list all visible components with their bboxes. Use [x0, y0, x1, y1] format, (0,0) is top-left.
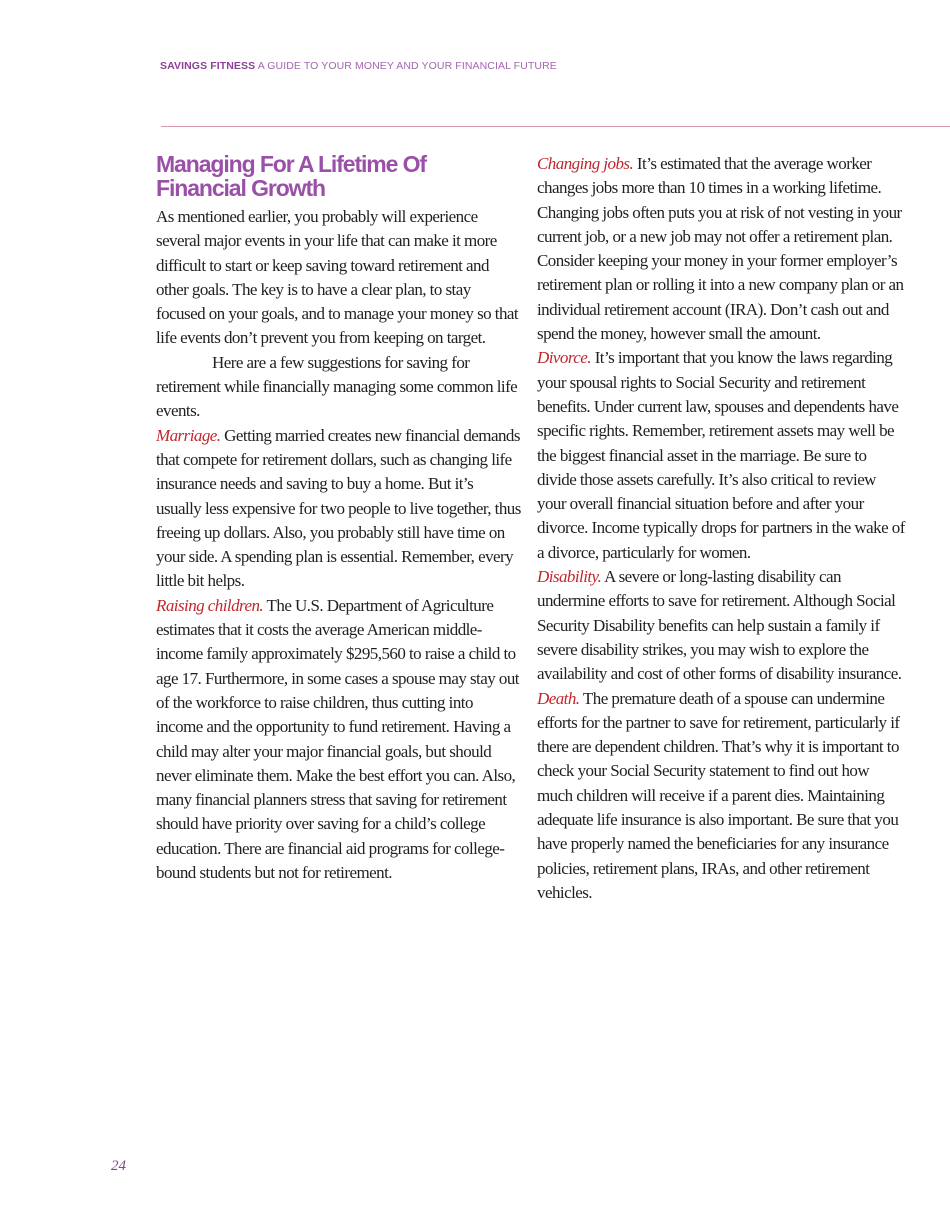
left-column — [156, 152, 522, 885]
page-number: 24 — [111, 1158, 126, 1174]
page-title — [156, 152, 522, 200]
left-body — [156, 205, 522, 885]
disability-paragraph — [537, 565, 905, 686]
raising-children-lead: Raising children. — [156, 595, 264, 615]
divorce-text: It’s important that you know the laws regarding your spousal rights to Social Security and retirement benefits. Under current law, spouses and dependents have specific rights. Remember, retirement assets may well be the biggest financial asset in the marriage. Be sure to divide those assets carefully. It’s also critical to review your overall financial situation before and after your divorce. Income typically drops for partners in the wake of a divorce, particularly for women. — [537, 348, 905, 562]
title-line-1: Managing For A Lifetime Of — [156, 151, 426, 177]
header-divider — [161, 126, 950, 127]
disability-lead: Disability. — [537, 567, 602, 587]
running-header — [160, 60, 557, 72]
marriage-text: Getting married creates new financial demands that compete for retirement dollars, such as changing life insurance needs and saving to buy a home. But it’s usually less expensive for two people to live together, thus freeing up dollars. Also, you probably still have time on your side. A spending plan is essential. Remember, every little bit helps. — [156, 425, 521, 591]
divorce-lead: Divorce. — [537, 348, 591, 368]
header-subtitle: A GUIDE TO YOUR MONEY AND YOUR FINANCIAL FUTURE — [257, 60, 557, 72]
changing-jobs-text: It’s estimated that the average worker changes jobs more than 10 times in a working lifetime. Changing jobs often puts you at risk of not vesting in your current job, or a new job may not offer a retirement plan. Consider keeping your money in your former employer’s retirement plan or rolling it into a new company plan or an individual retirement account (IRA). Don’t cash out and spend the money, however small the amount. — [537, 154, 904, 344]
marriage-paragraph — [156, 424, 522, 594]
death-lead: Death. — [537, 688, 580, 708]
header-brand: SAVINGS FITNESS — [160, 60, 256, 72]
raising-children-paragraph — [156, 594, 522, 886]
death-paragraph — [537, 687, 905, 906]
divorce-paragraph — [537, 346, 905, 565]
right-body — [537, 152, 905, 905]
marriage-lead: Marriage. — [156, 425, 221, 445]
changing-jobs-lead: Changing jobs. — [537, 154, 634, 173]
death-text: The premature death of a spouse can undermine efforts for the partner to save for retirement, particularly if there are dependent children. That’s why it is important to check your Social Security statement to find out how much children will receive if a parent dies. Maintaining adequate life insurance is also important. Be sure that you have properly named the beneficiaries for any insurance policies, retirement plans, IRAs, and other retirement vehicles. — [537, 688, 900, 902]
right-column — [537, 152, 905, 905]
raising-children-text: The U.S. Department of Agriculture estimates that it costs the average American middle-income family approximately $295,560 to raise a child to age 17. Furthermore, in some cases a spouse may stay out of the workforce to raise children, thus cutting into income and the opportunity to fund retirement. Having a child may alter your major financial goals, but should never eliminate them. Make the best effort you can. Also, many financial planners stress that saving for retirement should have priority over saving for a child’s college education. There are financial aid programs for college-bound students but not for retirement. — [156, 595, 519, 883]
suggestions-paragraph: Here are a few suggestions for saving for retirement while financially managing some common life events. — [156, 352, 518, 421]
disability-text: A severe or long-lasting disability can undermine efforts to save for retirement. Although Social Security Disability benefits can help sustain a family if severe disability strikes, you may wish to explore the availability and cost of other forms of disability insurance. — [537, 567, 902, 684]
title-line-2: Financial Growth — [156, 175, 325, 201]
intro-paragraph: As mentioned earlier, you probably will experience several major events in your life that can make it more difficult to start or keep saving toward retirement and other goals. The key is to have a clear plan, to stay focused on your goals, and to manage your money so that life events don’t prevent you from keeping on target. — [156, 207, 519, 348]
changing-jobs-paragraph — [537, 152, 905, 346]
